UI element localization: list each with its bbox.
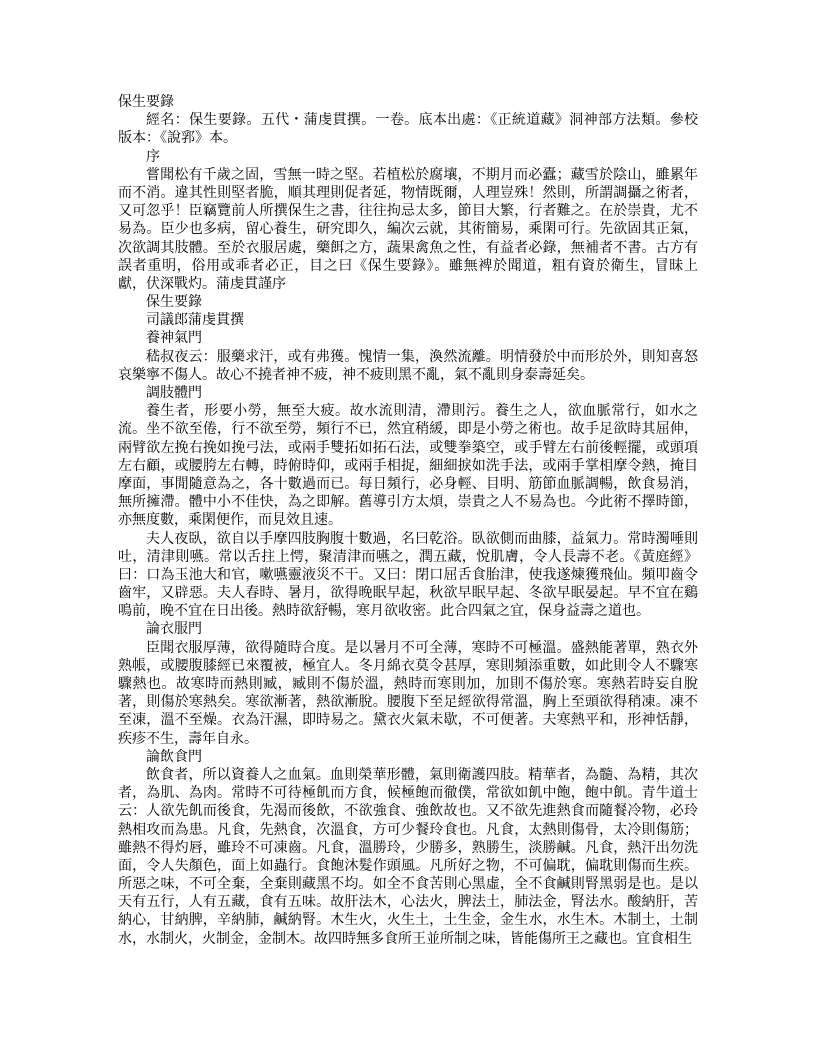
paragraph-conditioning-body-2: 夫人夜臥，欲自以手摩四肢胸腹十數過，名曰乾浴。臥欲側而曲膝，益氣力。常時濁唾則吐，清津則嚥。常以舌拄上愕，聚清津而嚥之，潤五藏，悅肌膚，令人長壽不老。《黃庭經》曰：口為玉池大和官，嗽嚥靈液災不干。又曰：閉口屈舌食胎津，使我遂煉獲飛仙。頻叩齒令齒牢，又辟惡。夫人春時、暑月，欲得晚眠早起，秋欲早眠早起、冬欲早眠晏起。早不宜在鷄鳴前，晚不宜在日出後。熱時欲舒暢，寒月欲收密。此合四氣之宜，保身益壽之道也。 xyxy=(118,531,698,620)
chapter-heading-nourishing-spirit: 養神氣門 xyxy=(146,331,202,347)
paragraph-nourishing-spirit: 嵇叔夜云：服藥求汗，或有弗獲。愧情一集，渙然流離。明情發於中而形於外，則知喜怒哀樂寧不傷人。故心不撓者神不疲，神不疲則黑不亂，氣不亂則身泰壽延矣。 xyxy=(118,349,698,383)
paragraph-diet: 飲食者，所以資養人之血氣。血則榮華形體，氣則衛護四肢。精華者，為髓、為精，其次者，為肌、為肉。常時不可待極飢而方食，候極飽而徹僕，常欲如飢中飽，飽中飢。青牛道士云：人欲先飢而後食，先渴而後飲，不欲強食、強飲故也。又不欲先進熱食而隨餐冷物，必玲熱相攻而為患。凡食，先熱食，次溫食，方可少餐玲食也。凡食，太熱則傷骨，太冷則傷筋；雖熱不得灼唇，雖玲不可凍齒。凡食，溫勝玲，少勝多，熟勝生，淡勝鹹。凡食，熱汗出勿洗面，令人失顏色，面上如蟲行。食飽沐髮作頭風。凡所好之物，不可偏耽，偏耽則傷而生疾。所惡之味，不可全棄，全棄則藏黑不均。如全不食苦則心黑虛，全不食鹹則腎黑弱是也。是以天有五行，人有五藏，食有五味。故肝法木，心法火，脾法土，肺法金，腎法水。酸納肝，苦納心，甘納脾，辛納肺，鹹納腎。木生火，火生土，土生金，金生水，水生木。木制土，土制水，水制火，火制金，金制木。故四時無多食所王並所制之味，皆能傷所王之藏也。宜食相生 xyxy=(118,767,698,947)
chapter-heading-clothing: 論衣服門 xyxy=(146,622,202,638)
section-heading-preface: 序 xyxy=(146,149,160,165)
chapter-heading-conditioning-body: 調肢體門 xyxy=(146,386,202,401)
document-title: 保生要錄 xyxy=(118,95,174,110)
paragraph-conditioning-body-1: 養生者，形要小勞，無至大疲。故水流則清，滯則污。養生之人，欲血脈常行，如水之流。坐不欲至倦，行不欲至勞，頻行不已，然宜稍緩，即是小勞之術也。故手足欲時其屈伸，兩臂欲左挽右挽如挽弓法，或兩手雙拓如拓石法，或雙拳築空，或手臂左右前後輕擺，或頭項左右顧，或腰胯左右轉，時俯時仰，或兩手相捉，細細捩如洗手法，或兩手掌相摩令熱，掩目摩面，事閒隨意為之，各十數過而已。每日頻行，必身輕、目明、筋節血脈調暢，飲食易消，無所擁滯。體中小不佳快，為之即解。舊導引方太煩，崇貴之人不易為也。今此術不擇時節，亦無度數，乘閑便作，而見效且速。 xyxy=(118,404,698,529)
author-line: 司議郎蒲虔貫撰 xyxy=(146,313,244,329)
chapter-heading-diet: 論飲食門 xyxy=(146,749,202,765)
paragraph-clothing: 臣聞衣服厚薄，欲得隨時合度。是以暑月不可全薄，寒時不可極溫。盛熱能著單，熟衣外熟帳，或腰腹膝經已來覆被，極宜人。冬月綿衣莫令甚厚，寒則頻添重數，如此則令人不驟寒驟熱也。故寒時而熱則臧，臧則不傷於溫，熱時而寒則加，加則不傷於寒。寒熱若時妄自脫著，則傷於寒熱矣。寒欲漸著，熱欲漸脫。腰腹下至足經欲得常溫，胸上至頭欲得稍凍。凍不至凍，溫不至燥。衣為汗濕，即時易之。黛衣火氣未歇，不可便著。夫寒熱平和，形神恬靜，疾疹不生，壽年自永。 xyxy=(118,640,698,747)
bibliographic-note: 經名：保生要錄。五代・蒲虔貫撰。一卷。底本出處：《正統道藏》洞神部方法類。參校版本：《說郛》本。 xyxy=(118,113,698,147)
preface-paragraph: 嘗聞松有千歲之固，雪無一時之堅。若植松於腐壤，不期月而必蠹；藏雪於陰山，雖累年而不消。違其性則堅者脆，順其理則促者延，物情既爾，人理豈殊！然則，所謂調攝之術者，又可忽乎！臣竊覽前人所撰保生之書，往往拘忌太多，節目大繁，行者難之。在於崇貴，尤不易為。臣少也多病，留心養生，研究即久，編次云就，其術簡易，乘閑可行。先欲固其正氣，次欲調其肢體。至於衣服居處，藥餌之方，蔬果禽魚之性，有益者必錄，無補者不書。古方有誤者重明，俗用或乖者必正，目之曰《保生要錄》。雖無裨於聞道，粗有資於衛生，冒昧上獻，伏深戰灼。蒲虔貫謹序 xyxy=(118,167,698,292)
inner-title: 保生要錄 xyxy=(146,295,202,311)
